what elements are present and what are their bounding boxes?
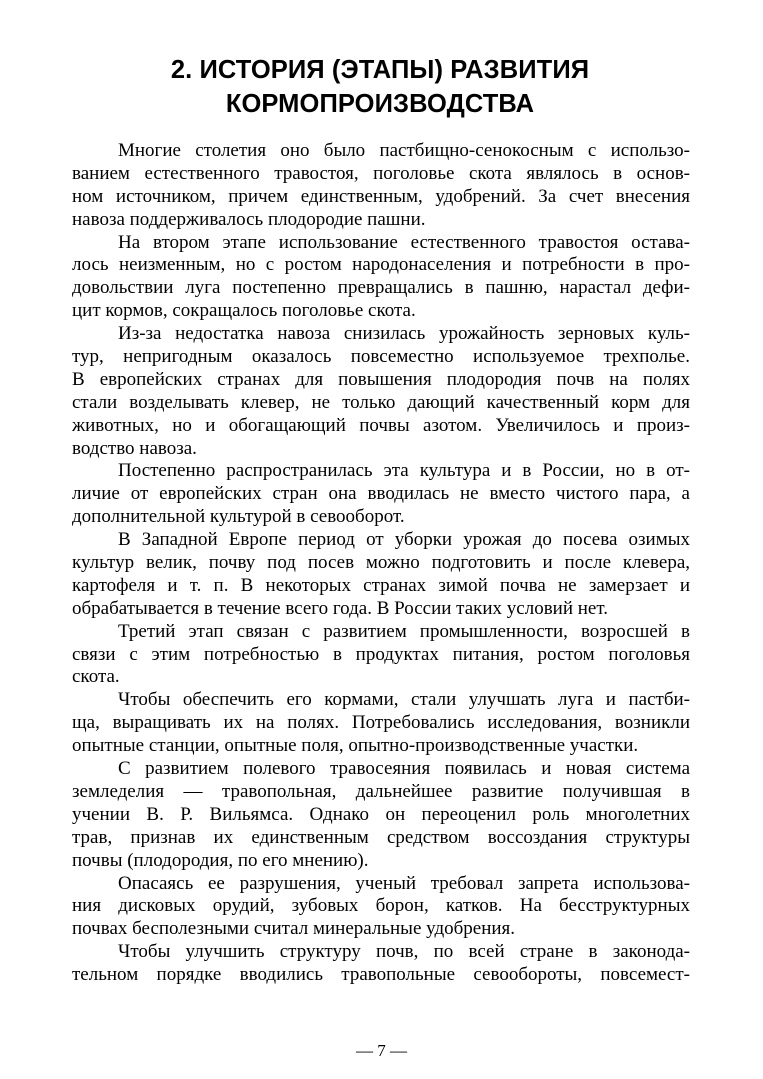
text-line: Чтобы улучшить структуру почв, по всей стране в законода-	[118, 941, 690, 963]
text-line: В европейских странах для повышения плодородия почв на полях	[72, 368, 690, 390]
text-line: тельном порядке вводились травопольные севообороты, повсемест-	[72, 964, 690, 986]
text-line: культур велик, почву под посев можно подготовить и после клевера,	[72, 552, 690, 574]
text-line: водство навоза.	[72, 437, 197, 459]
text-line: ном источником, причем единственным, удобрений. За счет внесения	[72, 185, 690, 207]
page-number: — 7 —	[356, 1041, 407, 1060]
text-line: ща, выращивать их на полях. Потребовались исследования, возникли	[72, 712, 690, 734]
text-line: дополнительной культурой в севооборот.	[72, 506, 405, 528]
text-line: почвы (плодородия, по его мнению).	[72, 849, 369, 871]
text-line: Из-за недостатка навоза снизилась урожайность зерновых куль-	[118, 323, 690, 345]
text-line: почвах бесполезными считал минеральные удобрения.	[72, 918, 516, 940]
text-line: цит кормов, сокращалось поголовье скота.	[72, 300, 416, 322]
text-line: обрабатывается в течение всего года. В России таких условий нет.	[72, 597, 608, 619]
text-line: земледелия — травопольная, дальнейшее развитие получившая в	[72, 780, 690, 802]
text-line: личие от европейских стран она вводилась не вместо чистого пара, а	[72, 483, 690, 505]
page-title	[70, 53, 690, 121]
title-line-1: 2. ИСТОРИЯ (ЭТАПЫ) РАЗВИТИЯ	[170, 56, 590, 84]
text-line: В Западной Европе период от уборки урожая до посева озимых	[118, 529, 690, 551]
title-line-2: КОРМОПРОИЗВОДСТВА	[225, 90, 535, 118]
text-line: Опасаясь ее разрушения, ученый требовал запрета использова-	[118, 872, 690, 894]
text-line: трав, признав их единственным средством воссоздания структуры	[72, 826, 690, 848]
text-line: На втором этапе использование естественного травостоя остава-	[118, 231, 690, 253]
text-line: Третий этап связан с развитием промышленности, возросшей в	[118, 620, 690, 642]
text-line: довольствии луга постепенно превращались в пашню, нарастал дефи-	[72, 277, 690, 299]
text-line: ванием естественного травостоя, поголовье скота являлось в основ-	[72, 162, 690, 184]
text-line: скота.	[72, 666, 120, 688]
body-text	[72, 140, 690, 987]
text-line: Многие столетия оно было пастбищно-сенокосным с использо-	[118, 140, 690, 161]
text-line: картофеля и т. п. В некоторых странах зимой почва не замерзает и	[72, 574, 690, 596]
text-line: тур, непригодным оказалось повсеместно используемое трехполье.	[72, 346, 690, 368]
text-line: С развитием полевого травосеяния появилась и новая система	[118, 758, 690, 780]
text-line: ния дисковых орудий, зубовых борон, катков. На бесструктурных	[72, 895, 690, 917]
text-line: стали возделывать клевер, не только дающий качественный корм для	[72, 391, 690, 413]
text-line: связи с этим потребностью в продуктах питания, ростом поголовья	[72, 643, 690, 665]
text-line: опытные станции, опытные поля, опытно-производственные участки.	[72, 735, 639, 757]
text-line: Постепенно распространилась эта культура и в России, но в от-	[118, 460, 690, 482]
text-line: Чтобы обеспечить его кормами, стали улучшать луга и пастби-	[118, 689, 690, 711]
text-line: лось неизменным, но с ростом народонаселения и потребности в про-	[72, 254, 690, 276]
text-line: навоза поддерживалось плодородие пашни.	[72, 208, 426, 230]
text-line: учении В. Р. Вильямса. Однако он переоценил роль многолетних	[72, 803, 690, 825]
text-line: животных, но и обогащающий почвы азотом. Увеличилось и произ-	[72, 414, 690, 436]
